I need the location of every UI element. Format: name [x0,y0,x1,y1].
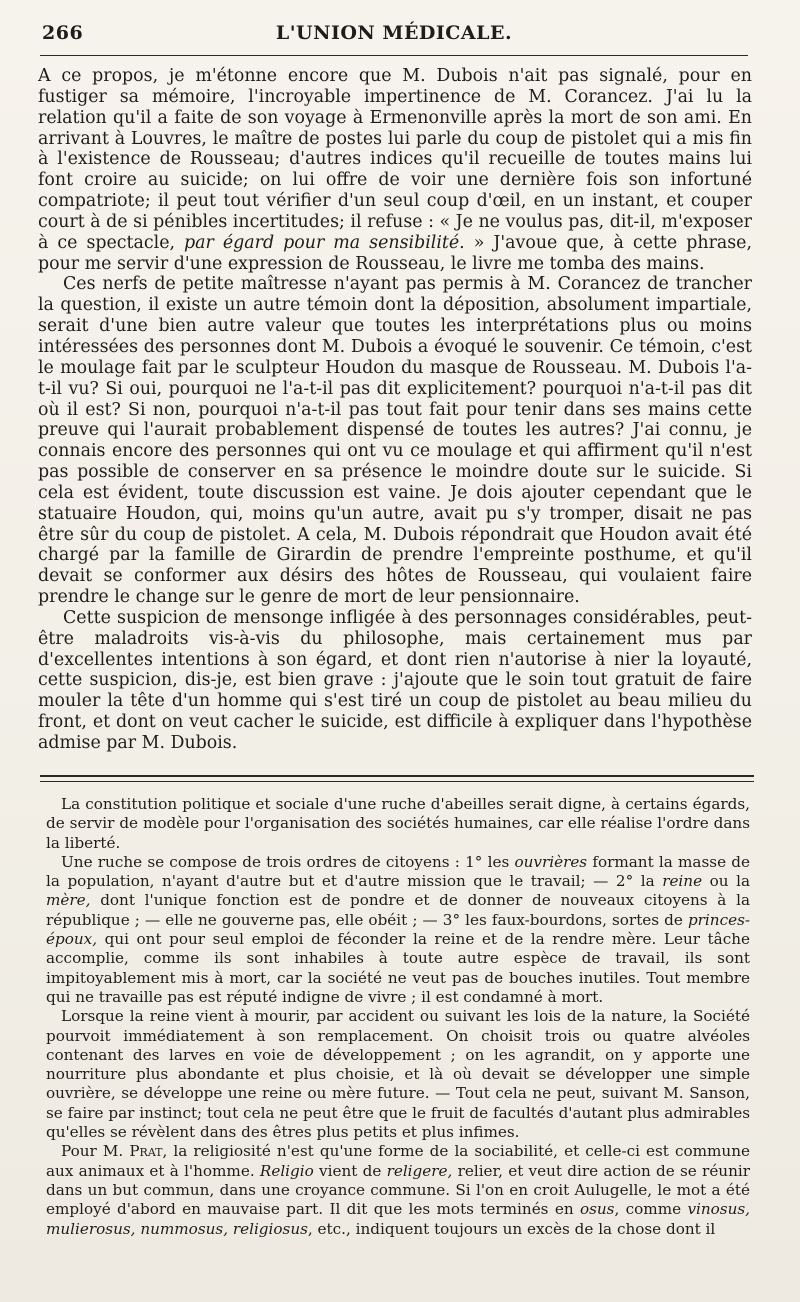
header-rule [40,55,748,56]
article-paragraph-1: A ce propos, je m'étonne encore que M. Dubois n'ait pas signalé, pour en fustiger sa mémoire, l'incroyable impertinence de M. Corancez. J'ai lu la relation qu'il a faite de son voyage à Ermenonville après la mort de son ami. En arrivant à Louvres, le maître de postes lui parle du coup de pistolet qui a mis fin à l'existence de Rousseau; d'autres indices qu'il recueille de toutes mains lui font croire au suicide; on lui offre de voir une dernière fois son infortuné compatriote; il peut tout vérifier d'un seul coup d'œil, en un instant, et couper court à de si pénibles incertitudes; il refuse : « Je ne voulus pas, dit-il, m'exposer à ce spectacle, par égard pour ma sensibilité. » J'avoue que, à cette phrase, pour me servir d'une expression de Rousseau, le livre me tomba des mains. [38,66,752,274]
article-paragraph-3: Cette suspicion de mensonge infligée à des personnages considérables, peut-être maladroits vis-à-vis du philosophe, mais certainement mus par d'excellentes intentions à son égard, et dont rien n'autorise à nier la loyauté, cette suspicion, dis-je, est bien grave : j'ajoute que le soin tout gratuit de faire mouler la tête d'un homme qui s'est tiré un coup de pistolet au beau milieu du front, et dont on veut cacher le suicide, est difficile à expliquer dans l'hypothèse admise par M. Dubois. [38,607,752,753]
feuilleton-body [46,795,750,1239]
page-number: 266 [42,22,84,44]
feuilleton-divider-thick [40,775,754,777]
page-header [40,20,748,50]
article-paragraph-2: Ces nerfs de petite maîtresse n'ayant pas permis à M. Corancez de trancher la question, il existe un autre témoin dont la déposition, absolument impartiale, serait d'une bien autre valeur que toutes les interprétations plus ou moins intéressées des personnes dont M. Dubois a évoqué le souvenir. Ce témoin, c'est le moulage fait par le sculpteur Houdon du masque de Rousseau. M. Dubois l'a-t-il vu? Si oui, pourquoi ne l'a-t-il pas dit explicitement? pourquoi n'a-t-il pas dit où il est? Si non, pourquoi n'a-t-il pas tout fait pour tenir dans ses mains cette preuve qui l'aurait probablement dispensé de toutes les autres? J'ai connu, je connais encore des personnes qui ont vu ce moulage et qui affirment qu'il n'est pas possible de conserver en sa présence le moindre doute sur le suicide. Si cela est évident, toute discussion est vaine. Je dois ajouter cependant que le statuaire Houdon, qui, moins qu'un autre, avait pu s'y tromper, disait ne pas être sûr du coup de pistolet. A cela, M. Dubois répondrait que Houdon avait été chargé par la famille de Girardin de prendre l'empreinte posthume, et qu'il devait se conformer aux désirs des hôtes de Rousseau, qui voulaient faire prendre le change sur le genre de mort de leur pensionnaire. [38,274,752,608]
feuilleton-divider-thin [40,781,754,782]
feuilleton-paragraph-1: La constitution politique et sociale d'une ruche d'abeilles serait digne, à certains égards, de servir de modèle pour l'organisation des sociétés humaines, car elle réalise l'ordre dans la liberté. [46,795,750,852]
feuilleton-paragraph-2: Une ruche se compose de trois ordres de citoyens : 1° les ouvrières formant la masse de la population, n'ayant d'autre but et d'autre mission que le travail; — 2° la reine ou la mère, dont l'unique fonction est de pondre et de donner de nouveaux citoyens à la république ; — elle ne gouverne pas, elle obéit ; — 3° les faux-bourdons, sortes de princes-époux, qui ont pour seul emploi de féconder la reine et de la rendre mère. Leur tâche accomplie, comme ils sont inhabiles à toute autre espèce de travail, ils sont impitoyablement mis à mort, car la société ne veut pas de bouches inutiles. Tout membre qui ne travaille pas est réputé indigne de vivre ; il est condamné à mort. [46,852,750,1006]
feuilleton-paragraph-3: Lorsque la reine vient à mourir, par accident ou suivant les lois de la nature, la Société pourvoit immédiatement à son remplacement. On choisit trois ou quatre alvéoles contenant des larves en voie de développement ; on les agrandit, on y apporte une nourriture plus abondante et plus choisie, et là où devait se développer une simple ouvrière, se développe une reine ou mère future. — Tout cela ne peut, suivant M. Sanson, se faire par instinct; tout cela ne peut être que le fruit de facultés d'autant plus admirables qu'elles se révèlent dans des êtres plus petits et plus infimes. [46,1007,750,1142]
article-body [38,66,752,754]
running-title: L'UNION MÉDICALE. [275,22,513,44]
feuilleton-paragraph-4: Pour M. Prat, la religiosité n'est qu'une forme de la sociabilité, et celle-ci est commune aux animaux et à l'homme. Religio vient de religere, relier, et veut dire action de se réunir dans un but commun, dans une croyance commune. Si l'on en croit Aulugelle, le mot a été employé d'abord en mauvaise part. Il dit que les mots terminés en osus, comme vinosus, mulierosus, nummosus, religiosus, etc., indiquent toujours un excès de la chose dont il [46,1142,750,1238]
